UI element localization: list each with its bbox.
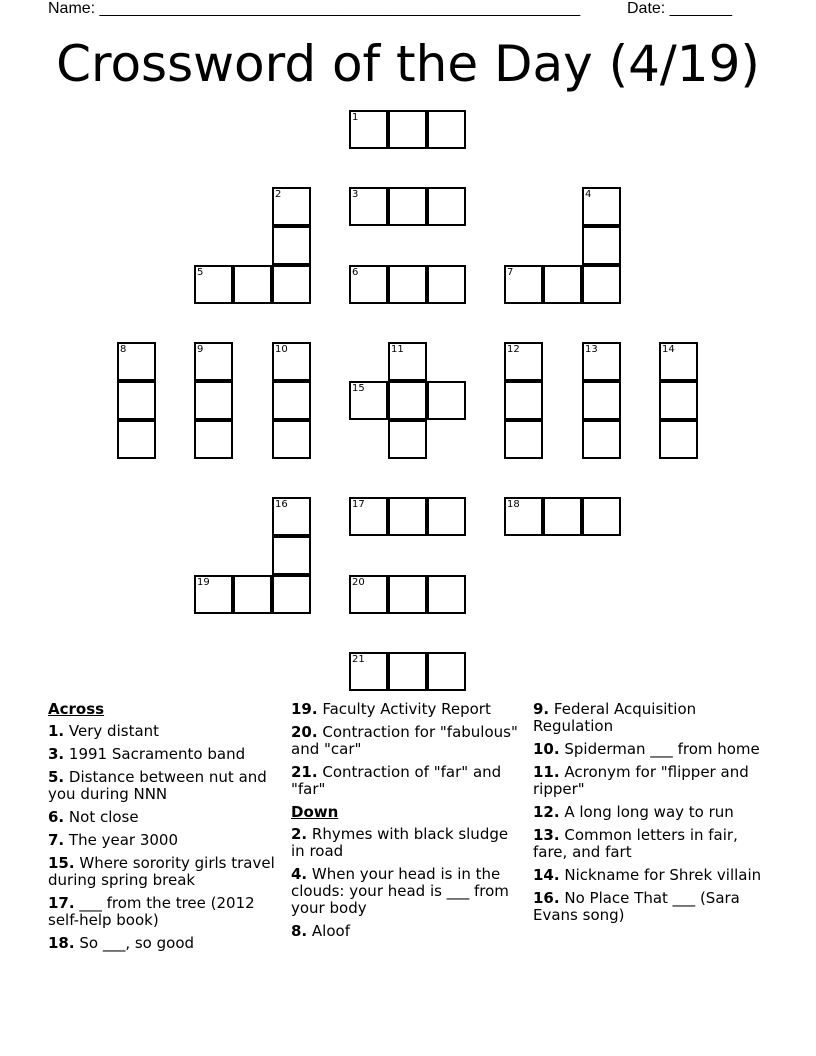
clue-item: 10. Spiderman ___ from home	[533, 740, 760, 758]
clue-number: 20	[352, 577, 365, 588]
clue-number: 13	[585, 344, 598, 355]
clue-item: 6. Not close	[48, 808, 139, 826]
grid-cell[interactable]	[272, 497, 311, 536]
grid-cell[interactable]	[194, 420, 233, 459]
clues-column-3	[533, 701, 773, 930]
grid-cell[interactable]	[388, 381, 427, 420]
grid-cell[interactable]	[272, 381, 311, 420]
clue-number: 3	[352, 189, 359, 200]
clue-item: 3. 1991 Sacramento band	[48, 745, 246, 763]
clue-item: 2. Rhymes with black sludge in road	[291, 825, 509, 860]
grid-cell[interactable]	[427, 381, 466, 420]
clue-item: 7. The year 3000	[48, 831, 178, 849]
down-heading: Down	[291, 803, 339, 821]
grid-cell[interactable]	[504, 497, 543, 536]
clue-number: 17	[352, 499, 365, 510]
grid-cell[interactable]	[388, 420, 427, 459]
grid-cell[interactable]	[233, 265, 272, 304]
clue-item: 18. So ___, so good	[48, 934, 195, 952]
clue-number: 19	[197, 577, 210, 588]
grid-cell[interactable]	[272, 265, 311, 304]
across-heading: Across	[48, 700, 105, 718]
clue-number: 8	[120, 344, 127, 355]
grid-cell[interactable]	[582, 342, 621, 381]
grid-cell[interactable]	[349, 497, 388, 536]
grid-cell[interactable]	[388, 497, 427, 536]
clue-number: 12	[507, 344, 520, 355]
grid-cell[interactable]	[117, 342, 156, 381]
clue-item: 13. Common letters in fair, fare, and fart	[533, 826, 738, 861]
clue-item: 8. Aloof	[291, 922, 350, 940]
clue-number: 18	[507, 499, 520, 510]
page-title: Crossword of the Day (4/19)	[56, 35, 760, 93]
clue-item: 20. Contraction for "fabulous" and "car"	[291, 723, 518, 758]
grid-cell[interactable]	[272, 575, 311, 614]
clue-number: 7	[507, 267, 514, 278]
grid-cell[interactable]	[194, 265, 233, 304]
name-field-label: Name: ______________________________________________________	[48, 0, 581, 17]
grid-cell[interactable]	[659, 342, 698, 381]
grid-cell[interactable]	[388, 652, 427, 691]
grid-cell[interactable]	[388, 265, 427, 304]
grid-cell[interactable]	[349, 652, 388, 691]
grid-cell[interactable]	[543, 497, 582, 536]
grid-cell[interactable]	[582, 497, 621, 536]
grid-cell[interactable]	[117, 381, 156, 420]
grid-cell[interactable]	[233, 575, 272, 614]
grid-cell[interactable]	[388, 187, 427, 226]
grid-cell[interactable]	[272, 536, 311, 575]
grid-cell[interactable]	[659, 381, 698, 420]
clue-item: 14. Nickname for Shrek villain	[533, 866, 762, 884]
grid-cell[interactable]	[272, 420, 311, 459]
grid-cell[interactable]	[504, 381, 543, 420]
clue-number: 2	[275, 189, 282, 200]
grid-cell[interactable]	[349, 575, 388, 614]
clue-number: 11	[391, 344, 404, 355]
grid-cell[interactable]	[427, 110, 466, 149]
clue-item: 15. Where sorority girls travel during spring break	[48, 854, 275, 889]
clue-number: 10	[275, 344, 288, 355]
grid-cell[interactable]	[427, 265, 466, 304]
grid-cell[interactable]	[504, 265, 543, 304]
grid-cell[interactable]	[504, 420, 543, 459]
clue-item: 11. Acronym for "flipper and ripper"	[533, 763, 749, 798]
grid-cell[interactable]	[582, 187, 621, 226]
grid-cell[interactable]	[388, 575, 427, 614]
clue-number: 14	[662, 344, 675, 355]
grid-cell[interactable]	[194, 575, 233, 614]
grid-cell[interactable]	[194, 342, 233, 381]
clue-number: 1	[352, 112, 359, 123]
clue-item: 4. When your head is in the clouds: your head is ___ from your body	[291, 865, 509, 917]
clue-number: 15	[352, 383, 365, 394]
clue-item: 1. Very distant	[48, 722, 160, 740]
grid-cell[interactable]	[388, 342, 427, 381]
grid-cell[interactable]	[117, 420, 156, 459]
clue-item: 19. Faculty Activity Report	[291, 700, 491, 718]
grid-cell[interactable]	[349, 381, 388, 420]
grid-cell[interactable]	[427, 575, 466, 614]
clue-item: 16. No Place That ___ (Sara Evans song)	[533, 889, 740, 924]
grid-cell[interactable]	[349, 187, 388, 226]
grid-cell[interactable]	[194, 381, 233, 420]
clue-item: 9. Federal Acquisition Regulation	[533, 700, 697, 735]
grid-cell[interactable]	[427, 187, 466, 226]
clue-number: 16	[275, 499, 288, 510]
grid-cell[interactable]	[349, 265, 388, 304]
clues-column-2	[291, 701, 521, 946]
grid-cell[interactable]	[659, 420, 698, 459]
grid-cell[interactable]	[582, 420, 621, 459]
clue-item: 5. Distance between nut and you during NNN	[48, 768, 267, 803]
grid-cell[interactable]	[582, 381, 621, 420]
grid-cell[interactable]	[272, 342, 311, 381]
clue-item: 12. A long long way to run	[533, 803, 734, 821]
clue-item: 21. Contraction of "far" and "far"	[291, 763, 502, 798]
date-field-label: Date: _______	[627, 0, 732, 17]
clues-column-1	[48, 701, 278, 958]
clue-number: 21	[352, 654, 365, 665]
grid-cell[interactable]	[272, 187, 311, 226]
grid-cell[interactable]	[272, 226, 311, 265]
clue-number: 6	[352, 267, 359, 278]
grid-cell[interactable]	[427, 497, 466, 536]
clue-number: 9	[197, 344, 204, 355]
clue-number: 4	[585, 189, 592, 200]
grid-cell[interactable]	[427, 652, 466, 691]
grid-cell[interactable]	[349, 110, 388, 149]
grid-cell[interactable]	[504, 342, 543, 381]
grid-cell[interactable]	[388, 110, 427, 149]
clue-item: 17. ___ from the tree (2012 self-help book)	[48, 894, 255, 929]
clue-number: 5	[197, 267, 204, 278]
grid-cell[interactable]	[543, 265, 582, 304]
grid-cell[interactable]	[582, 265, 621, 304]
grid-cell[interactable]	[582, 226, 621, 265]
